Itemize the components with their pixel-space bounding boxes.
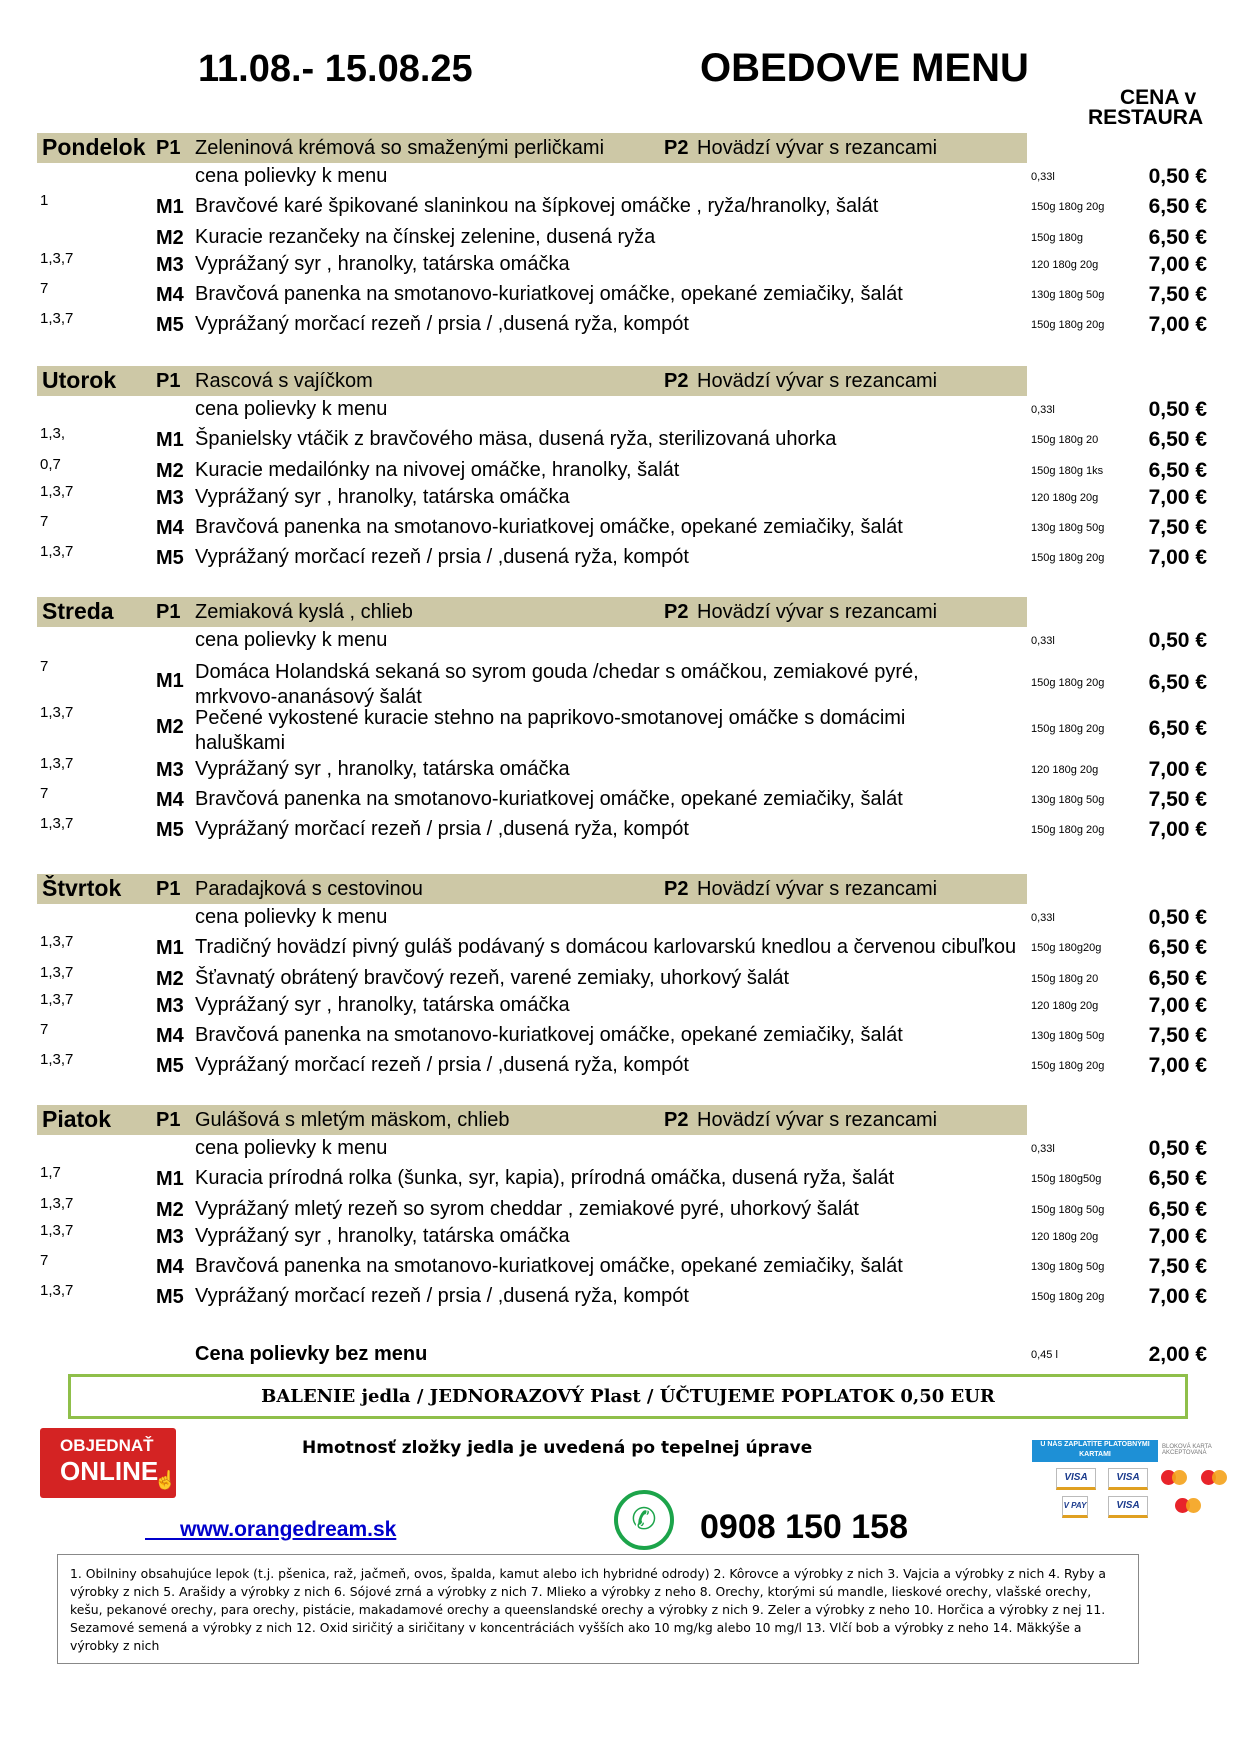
menu-item-name: Bravčová panenka na smotanovo-kuriatkovej omáčke, opekané zemiačiky, šalát: [195, 283, 903, 305]
menu-item-name: Kuracie rezančeky na čínskej zelenine, dusená ryža: [195, 226, 656, 248]
menu-item-name: Bravčová panenka na smotanovo-kuriatkovej omáčke, opekané zemiačiky, šalát: [195, 1255, 903, 1277]
menu-item-name: Kuracia prírodná rolka (šunka, syr, kapia), prírodná omáčka, dusená ryža, šalát: [195, 1167, 895, 1189]
menu-item-price: 6,50 €: [1148, 226, 1207, 249]
soup-1-code: P1: [156, 137, 181, 159]
menu-item-allergens: 1,3,7: [40, 1051, 74, 1068]
soup-2-code: P2: [664, 137, 689, 159]
menu-item-code: M5: [156, 314, 184, 336]
soup-price-label: cena polievky k menu: [195, 906, 388, 928]
menu-item-name: Vyprážaný morčací rezeň / prsia / ,dusená ryža, kompót: [195, 546, 689, 568]
soup-without-menu-price: 2,00 €: [1148, 1343, 1207, 1366]
menu-item-weight: 150g 180g20g: [1031, 942, 1102, 954]
soup-2-name: Hovädzí vývar s rezancami: [697, 370, 938, 392]
soup-1-name: Zemiaková kyslá , chlieb: [195, 601, 413, 623]
soup-1-code: P1: [156, 878, 181, 900]
menu-item-weight: 120 180g 20g: [1031, 492, 1099, 504]
visa-card-icon: VISA: [1108, 1468, 1148, 1490]
menu-item-name: Vyprážaný morčací rezeň / prsia / ,dusená ryža, kompót: [195, 313, 689, 335]
menu-item-weight: 130g 180g 50g: [1031, 522, 1105, 534]
soup-2-code: P2: [664, 601, 689, 623]
soup-price-label: cena polievky k menu: [195, 165, 388, 187]
menu-item-allergens: 1,3,7: [40, 933, 74, 950]
payment-tag: BLOKOVÁ KARTA AKCEPTOVANÁ: [1162, 1444, 1212, 1456]
menu-item-allergens: 1,3,7: [40, 964, 74, 981]
menu-item-allergens: 1,7: [40, 1164, 61, 1181]
menu-item-name: Šťavnatý obrátený bravčový rezeň, varené zemiaky, uhorkový šalát: [195, 967, 790, 989]
menu-item-weight: 150g 180g 20g: [1031, 319, 1105, 331]
menu-item-allergens: 1,3,7: [40, 755, 74, 772]
soup-1-name: Zeleninová krémová so smaženými perličkami: [195, 137, 605, 159]
mastercard-card-icon: [1198, 1468, 1232, 1488]
payment-cards: [1032, 1440, 1240, 1522]
menu-item-code: M3: [156, 487, 184, 509]
menu-item-allergens: 1,3,7: [40, 991, 74, 1008]
menu-item-allergens: 1: [40, 192, 49, 209]
menu-item-weight: 150g 180g 20g: [1031, 1291, 1105, 1303]
menu-item-code: M5: [156, 547, 184, 569]
menu-item-price: 6,50 €: [1148, 1167, 1207, 1190]
menu-item-price: 7,00 €: [1148, 1225, 1207, 1248]
menu-item-code: M3: [156, 759, 184, 781]
menu-item-name: Vyprážaný mletý rezeň so syrom cheddar , zemiakové pyré, uhorkový šalát: [195, 1198, 859, 1220]
soup-1-code: P1: [156, 1109, 181, 1131]
menu-item-code: M1: [156, 196, 184, 218]
menu-item-weight: 120 180g 20g: [1031, 1000, 1099, 1012]
menu-item-name: Pečené vykostené kuracie stehno na paprikovo-smotanovej omáčke s domácimi haluškami: [195, 707, 906, 754]
menu-item-price: 7,50 €: [1148, 1024, 1207, 1047]
menu-item-price: 6,50 €: [1148, 195, 1207, 218]
day-name: Pondelok: [42, 134, 146, 160]
menu-item-code: M2: [156, 716, 184, 738]
menu-item-name: Vyprážaný syr , hranolky, tatárska omáčka: [195, 486, 570, 508]
menu-item-allergens: 1,3,7: [40, 1222, 74, 1239]
menu-title: OBEDOVE MENU: [700, 46, 1029, 90]
menu-item-weight: 130g 180g 50g: [1031, 1030, 1105, 1042]
menu-item-code: M3: [156, 1226, 184, 1248]
menu-item-weight: 150g 180g50g: [1031, 1173, 1102, 1185]
soup-2-code: P2: [664, 1109, 689, 1131]
menu-item-price: 7,00 €: [1148, 546, 1207, 569]
soup-without-menu-label: Cena polievky bez menu: [195, 1343, 428, 1364]
menu-item-name: Bravčová panenka na smotanovo-kuriatkovej omáčke, opekané zemiačiky, šalát: [195, 516, 903, 538]
menu-item-name: Bravčová panenka na smotanovo-kuriatkovej omáčke, opekané zemiačiky, šalát: [195, 1024, 903, 1046]
menu-item-weight: 120 180g 20g: [1031, 1231, 1099, 1243]
menu-item-weight: 150g 180g 20: [1031, 973, 1099, 985]
menu-item-weight: 120 180g 20g: [1031, 764, 1099, 776]
day-name: Štvrtok: [42, 875, 122, 901]
menu-item-allergens: 7: [40, 785, 49, 802]
menu-item-price: 7,00 €: [1148, 758, 1207, 781]
soup-1-name: Paradajková s cestovinou: [195, 878, 423, 900]
menu-item-allergens: 1,3,7: [40, 483, 74, 500]
packaging-notice: BALENIE jedla / JEDNORAZOVÝ Plast / ÚČTUJEME POPLATOK 0,50 EUR: [261, 1386, 995, 1407]
menu-item-allergens: 1,3,7: [40, 1282, 74, 1299]
menu-item-price: 6,50 €: [1148, 936, 1207, 959]
menu-item-code: M1: [156, 937, 184, 959]
menu-item-price: 7,00 €: [1148, 1285, 1207, 1308]
visa-card-icon: VISA: [1056, 1468, 1096, 1490]
price-column-header: CENA v: [1120, 86, 1197, 109]
soup-1-name: Gulášová s mletým mäskom, chlieb: [195, 1109, 510, 1131]
menu-item-weight: 130g 180g 50g: [1031, 1261, 1105, 1273]
soup-1-code: P1: [156, 601, 181, 623]
soup-2-name: Hovädzí vývar s rezancami: [697, 601, 938, 623]
menu-item-price: 6,50 €: [1148, 1198, 1207, 1221]
allergen-legend: 1. Obilniny obsahujúce lepok (t.j. pšenica, raž, jačmeň, ovos, špalda, kamut alebo ich hybridné odrody) 2. Kôrovce a výrobky z nich 3. Vajcia a výrobky z nich 4. Ryby a výrobky z nich 5. Arašidy a výrobky z nich 6. Sójové zrná a výrobky z nich 7. Mlieko a výrobky z neho 8. Orechy, ktorými sú mandle, lieskové orechy, vlašské orechy, kešu, pekanové orechy, para orechy, pistácie, makadamové orechy a queenslandské orechy a výrobky z nich 9. Zeler a výrobky z neho 10. Horčica a výrobky z nej 11. Sezamové semená a výrobky z nich 12. Oxid siričitý a siričitany v koncentráciách vyšších ako 10 mg/kg alebo 10 mg/l 13. Vlčí bob a výrobky z neho 14. Mäkkýše a výrobky z nich: [57, 1554, 1139, 1664]
soup-2-name: Hovädzí vývar s rezancami: [697, 137, 938, 159]
menu-item-price: 7,50 €: [1148, 516, 1207, 539]
soup-1-code: P1: [156, 370, 181, 392]
menu-item-code: M2: [156, 460, 184, 482]
menu-item-name: Vyprážaný syr , hranolky, tatárska omáčka: [195, 253, 570, 275]
order-online-label-2: ONLINE: [60, 1456, 159, 1486]
mastercard-card-icon: [1172, 1496, 1206, 1516]
menu-item-allergens: 7: [40, 280, 49, 297]
menu-item-price: 7,00 €: [1148, 818, 1207, 841]
menu-item-allergens: 1,3,7: [40, 815, 74, 832]
weight-note: Hmotnosť zložky jedla je uvedená po tepelnej úprave: [302, 1438, 813, 1458]
menu-item-name: Tradičný hovädzí pivný guláš podávaný s domácou karlovarskú knedlou a červenou cibuľkou: [195, 936, 1017, 958]
menu-item-weight: 150g 180g 20g: [1031, 723, 1105, 735]
menu-item-price: 7,00 €: [1148, 994, 1207, 1017]
soup-weight: 0,33l: [1031, 1143, 1055, 1155]
soup-weight: 0,33l: [1031, 171, 1055, 183]
menu-item-weight: 130g 180g 50g: [1031, 794, 1105, 806]
menu-item-code: M2: [156, 968, 184, 990]
menu-item-code: M5: [156, 819, 184, 841]
menu-item-price: 7,50 €: [1148, 283, 1207, 306]
soup-weight: 0,33l: [1031, 912, 1055, 924]
soup-weight: 0,33l: [1031, 635, 1055, 647]
menu-item-code: M3: [156, 995, 184, 1017]
packaging-notice-box: [68, 1374, 1188, 1419]
soup-2-code: P2: [664, 370, 689, 392]
menu-item-price: 6,50 €: [1148, 459, 1207, 482]
menu-item-price: 7,00 €: [1148, 313, 1207, 336]
menu-item-weight: 150g 180g 20g: [1031, 1060, 1105, 1072]
menu-item-price: 7,00 €: [1148, 486, 1207, 509]
soup-price: 0,50 €: [1148, 165, 1207, 188]
menu-item-name: Vyprážaný morčací rezeň / prsia / ,dusená ryža, kompót: [195, 1054, 689, 1076]
menu-item-allergens: 1,3,7: [40, 1195, 74, 1212]
menu-item-name: Vyprážaný morčací rezeň / prsia / ,dusená ryža, kompót: [195, 818, 689, 840]
day-name: Streda: [42, 598, 114, 624]
soup-2-code: P2: [664, 878, 689, 900]
menu-item-price: 6,50 €: [1148, 428, 1207, 451]
menu-item-name: Bravčová panenka na smotanovo-kuriatkovej omáčke, opekané zemiačiky, šalát: [195, 788, 903, 810]
menu-item-code: M4: [156, 517, 184, 539]
menu-item-weight: 150g 180g 20g: [1031, 552, 1105, 564]
menu-item-price: 6,50 €: [1148, 671, 1207, 694]
menu-item-allergens: 7: [40, 1021, 49, 1038]
menu-item-code: M4: [156, 789, 184, 811]
website-link[interactable]: [145, 1518, 396, 1542]
menu-item-allergens: 7: [40, 1252, 49, 1269]
soup-2-name: Hovädzí vývar s rezancami: [697, 1109, 938, 1131]
menu-item-name: Kuracie medailónky na nivovej omáčke, hranolky, šalát: [195, 459, 680, 481]
day-name: Piatok: [42, 1106, 112, 1132]
menu-item-name: Vyprážaný syr , hranolky, tatárska omáčka: [195, 994, 570, 1016]
menu-item-code: M5: [156, 1055, 184, 1077]
soup-2-name: Hovädzí vývar s rezancami: [697, 878, 938, 900]
vpay-card-icon: V PAY: [1062, 1496, 1088, 1518]
menu-item-name: Bravčové karé špikované slaninkou na šípkovej omáčke , ryža/hranolky, šalát: [195, 195, 879, 217]
menu-item-price: 7,50 €: [1148, 788, 1207, 811]
soup-price: 0,50 €: [1148, 629, 1207, 652]
menu-item-weight: 120 180g 20g: [1031, 259, 1099, 271]
menu-item-allergens: 0,7: [40, 456, 61, 473]
soup-without-menu-weight: 0,45 l: [1031, 1349, 1058, 1361]
menu-item-weight: 150g 180g 20: [1031, 434, 1099, 446]
menu-item-price: 6,50 €: [1148, 717, 1207, 740]
menu-item-allergens: 7: [40, 658, 49, 675]
menu-item-allergens: 1,3,: [40, 425, 66, 442]
menu-item-weight: 130g 180g 50g: [1031, 289, 1105, 301]
price-column-header-2: RESTAURA: [1088, 106, 1204, 125]
soup-1-name: Rascová s vajíčkom: [195, 370, 373, 392]
payment-banner: U NÁS ZAPLATÍTE PLATOBNÝMI KARTAMI: [1032, 1440, 1158, 1462]
menu-item-name: Španielsky vtáčik z bravčového mäsa, dusená ryža, sterilizovaná uhorka: [195, 428, 837, 450]
menu-item-weight: 150g 180g 20g: [1031, 201, 1105, 213]
menu-item-name: Vyprážaný syr , hranolky, tatárska omáčka: [195, 758, 570, 780]
menu-item-weight: 150g 180g 1ks: [1031, 465, 1104, 477]
menu-item-weight: 150g 180g 50g: [1031, 1204, 1105, 1216]
menu-item-weight: 150g 180g 20g: [1031, 677, 1105, 689]
soup-price-label: cena polievky k menu: [195, 629, 388, 651]
menu-dates: 11.08.- 15.08.25: [198, 48, 473, 90]
menu-item-name: Vyprážaný morčací rezeň / prsia / ,dusená ryža, kompót: [195, 1285, 689, 1307]
day-name: Utorok: [42, 367, 117, 393]
maestro-card-icon: [1158, 1468, 1192, 1488]
menu-item-allergens: 1,3,7: [40, 704, 74, 721]
menu-item-code: M2: [156, 227, 184, 249]
soup-price-label: cena polievky k menu: [195, 398, 388, 420]
menu-item-price: 6,50 €: [1148, 967, 1207, 990]
soup-price-label: cena polievky k menu: [195, 1137, 388, 1159]
soup-price: 0,50 €: [1148, 398, 1207, 421]
menu-item-name: Domáca Holandská sekaná so syrom gouda /chedar s omáčkou, zemiakové pyré, mrkvovo-ananásový šalát: [195, 661, 919, 708]
menu-item-weight: 150g 180g: [1031, 232, 1083, 244]
website-url[interactable]: www.orangedream.sk: [180, 1518, 397, 1541]
phone-number[interactable]: 0908 150 158: [700, 1508, 908, 1546]
soup-price: 0,50 €: [1148, 906, 1207, 929]
menu-item-allergens: 1,3,7: [40, 543, 74, 560]
menu-item-code: M1: [156, 1168, 184, 1190]
soup-price: 0,50 €: [1148, 1137, 1207, 1160]
menu-item-code: M4: [156, 1025, 184, 1047]
menu-item-code: M3: [156, 254, 184, 276]
menu-item-code: M1: [156, 670, 184, 692]
order-online-label-1: OBJEDNAŤ: [60, 1436, 154, 1455]
menu-item-price: 7,00 €: [1148, 253, 1207, 276]
menu-item-allergens: 1,3,7: [40, 310, 74, 327]
phone-icon: ✆: [614, 1490, 674, 1550]
menu-item-code: M2: [156, 1199, 184, 1221]
menu-item-code: M5: [156, 1286, 184, 1308]
visa-electron-card-icon: VISA: [1108, 1496, 1148, 1518]
menu-item-code: M1: [156, 429, 184, 451]
menu-item-allergens: 1,3,7: [40, 250, 74, 267]
menu-item-price: 7,00 €: [1148, 1054, 1207, 1077]
soup-weight: 0,33l: [1031, 404, 1055, 416]
menu-item-weight: 150g 180g 20g: [1031, 824, 1105, 836]
menu-item-name: Vyprážaný syr , hranolky, tatárska omáčka: [195, 1225, 570, 1247]
menu-item-code: M4: [156, 1256, 184, 1278]
order-online-button[interactable]: [40, 1428, 176, 1498]
menu-item-price: 7,50 €: [1148, 1255, 1207, 1278]
menu-item-allergens: 7: [40, 513, 49, 530]
hand-cursor-icon: ☝: [154, 1470, 177, 1490]
menu-item-code: M4: [156, 284, 184, 306]
